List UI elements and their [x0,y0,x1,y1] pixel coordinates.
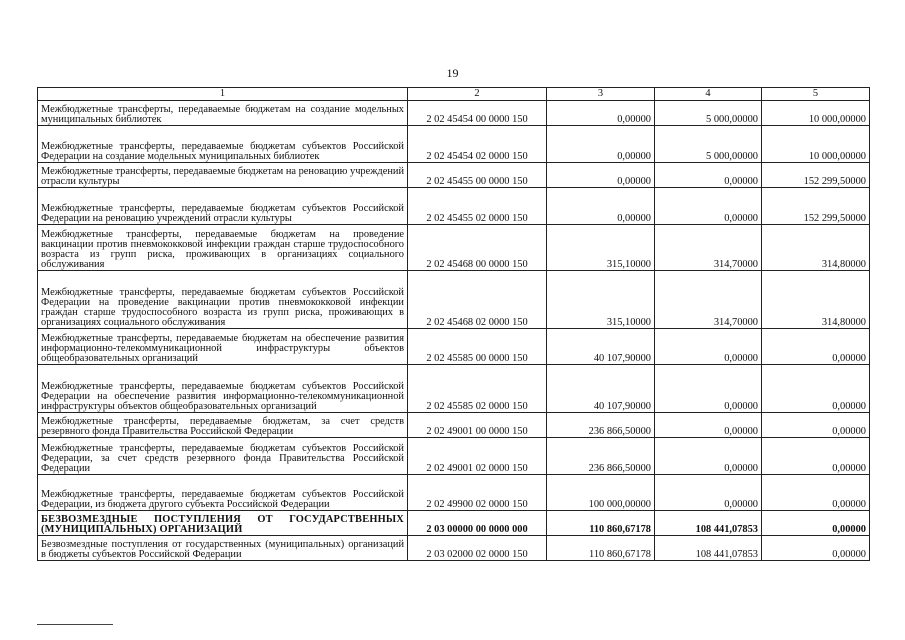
table-row-total [38,511,870,536]
row-name: Межбюджетные трансферты, передаваемые бюджетам, за счет средств резервного фонда Правительства Российской Федерации [38,413,408,438]
row-value-col5: 152 299,50000 [762,188,870,225]
row-value-col4: 314,70000 [655,225,762,271]
row-value-col3: 0,00000 [547,126,655,163]
table-row [38,413,870,438]
page-number: 19 [446,66,459,80]
table-row [38,101,870,126]
row-name: Межбюджетные трансферты, передаваемые бюджетам субъектов Российской Федерации на проведение вакцинации против пневмококковой инфекции граждан старше трудоспособного возраста из групп риска, проживающих в организациях социального обслуживания [38,271,408,329]
column-header-1: 1 [38,88,408,101]
row-value-col3: 110 860,67178 [547,511,655,536]
row-value-col3: 40 107,90000 [547,365,655,413]
row-code: 2 02 49900 02 0000 150 [408,475,547,511]
row-name: БЕЗВОЗМЕЗДНЫЕ ПОСТУПЛЕНИЯ ОТ ГОСУДАРСТВЕННЫХ (МУНИЦИПАЛЬНЫХ) ОРГАНИЗАЦИЙ [38,511,408,536]
row-value-col4: 108 441,07853 [655,536,762,561]
row-code: 2 02 45455 00 0000 150 [408,163,547,188]
row-value-col4: 0,00000 [655,475,762,511]
row-value-col4: 0,00000 [655,365,762,413]
footnote-divider [37,624,113,625]
row-value-col3: 100 000,00000 [547,475,655,511]
table-row [38,271,870,329]
row-value-col3: 40 107,90000 [547,329,655,365]
table-row [38,329,870,365]
row-name: Межбюджетные трансферты, передаваемые бюджетам субъектов Российской Федерации на реновацию учреждений отрасли культуры [38,188,408,225]
table-row [38,365,870,413]
table-row [38,475,870,511]
row-code: 2 02 45468 00 0000 150 [408,225,547,271]
table-row [38,536,870,561]
row-value-col5: 10 000,00000 [762,126,870,163]
table-header [38,88,870,101]
row-name: Межбюджетные трансферты, передаваемые бюджетам субъектов Российской Федерации, из бюджета другого субъекта Российской Федерации [38,475,408,511]
table-row [38,163,870,188]
row-value-col3: 0,00000 [547,163,655,188]
table-row [38,126,870,163]
table-body [38,101,870,561]
row-value-col5: 0,00000 [762,365,870,413]
row-name: Безвозмездные поступления от государственных (муниципальных) организаций в бюджеты субъектов Российской Федерации [38,536,408,561]
row-value-col4: 0,00000 [655,188,762,225]
row-value-col4: 108 441,07853 [655,511,762,536]
row-value-col4: 314,70000 [655,271,762,329]
row-name: Межбюджетные трансферты, передаваемые бюджетам на обеспечение развития информационно-телекоммуникационной инфраструктуры объектов общеобразовательных организаций [38,329,408,365]
row-value-col3: 236 866,50000 [547,413,655,438]
budget-table [37,87,870,561]
row-code: 2 02 45585 02 0000 150 [408,365,547,413]
column-header-4: 4 [655,88,762,101]
row-value-col3: 236 866,50000 [547,438,655,475]
row-value-col4: 0,00000 [655,413,762,438]
table-row [38,188,870,225]
row-code: 2 02 49001 02 0000 150 [408,438,547,475]
row-code: 2 02 45468 02 0000 150 [408,271,547,329]
row-name: Межбюджетные трансферты, передаваемые бюджетам на реновацию учреждений отрасли культуры [38,163,408,188]
row-value-col3: 110 860,67178 [547,536,655,561]
row-code: 2 02 45454 00 0000 150 [408,101,547,126]
row-code: 2 02 45454 02 0000 150 [408,126,547,163]
row-value-col3: 315,10000 [547,271,655,329]
row-name: Межбюджетные трансферты, передаваемые бюджетам субъектов Российской Федерации на создание модельных муниципальных библиотек [38,126,408,163]
row-value-col5: 0,00000 [762,536,870,561]
column-header-2: 2 [408,88,547,101]
row-value-col5: 0,00000 [762,438,870,475]
row-code: 2 02 49001 00 0000 150 [408,413,547,438]
row-name: Межбюджетные трансферты, передаваемые бюджетам на создание модельных муниципальных библиотек [38,101,408,126]
row-value-col4: 0,00000 [655,163,762,188]
row-name: Межбюджетные трансферты, передаваемые бюджетам на проведение вакцинации против пневмококковой инфекции граждан старше трудоспособного возраста из групп риска, проживающих в организациях социального обслуживания [38,225,408,271]
row-value-col4: 5 000,00000 [655,126,762,163]
column-header-5: 5 [762,88,870,101]
row-value-col5: 314,80000 [762,271,870,329]
row-value-col5: 0,00000 [762,413,870,438]
row-value-col5: 0,00000 [762,475,870,511]
row-value-col4: 5 000,00000 [655,101,762,126]
row-code: 2 03 02000 02 0000 150 [408,536,547,561]
row-value-col5: 152 299,50000 [762,163,870,188]
row-value-col4: 0,00000 [655,329,762,365]
row-code: 2 02 45455 02 0000 150 [408,188,547,225]
row-value-col5: 0,00000 [762,329,870,365]
row-code: 2 03 00000 00 0000 000 [408,511,547,536]
row-value-col4: 0,00000 [655,438,762,475]
row-value-col5: 314,80000 [762,225,870,271]
row-value-col3: 0,00000 [547,101,655,126]
row-value-col3: 315,10000 [547,225,655,271]
column-header-3: 3 [547,88,655,101]
row-value-col3: 0,00000 [547,188,655,225]
row-name: Межбюджетные трансферты, передаваемые бюджетам субъектов Российской Федерации, за счет средств резервного фонда Правительства Российской Федерации [38,438,408,475]
row-name: Межбюджетные трансферты, передаваемые бюджетам субъектов Российской Федерации на обеспечение развития информационно-телекоммуникационной инфраструктуры объектов общеобразовательных организаций [38,365,408,413]
table-row [38,225,870,271]
row-value-col5: 0,00000 [762,511,870,536]
table-row [38,438,870,475]
row-code: 2 02 45585 00 0000 150 [408,329,547,365]
row-value-col5: 10 000,00000 [762,101,870,126]
header-row [38,88,870,101]
